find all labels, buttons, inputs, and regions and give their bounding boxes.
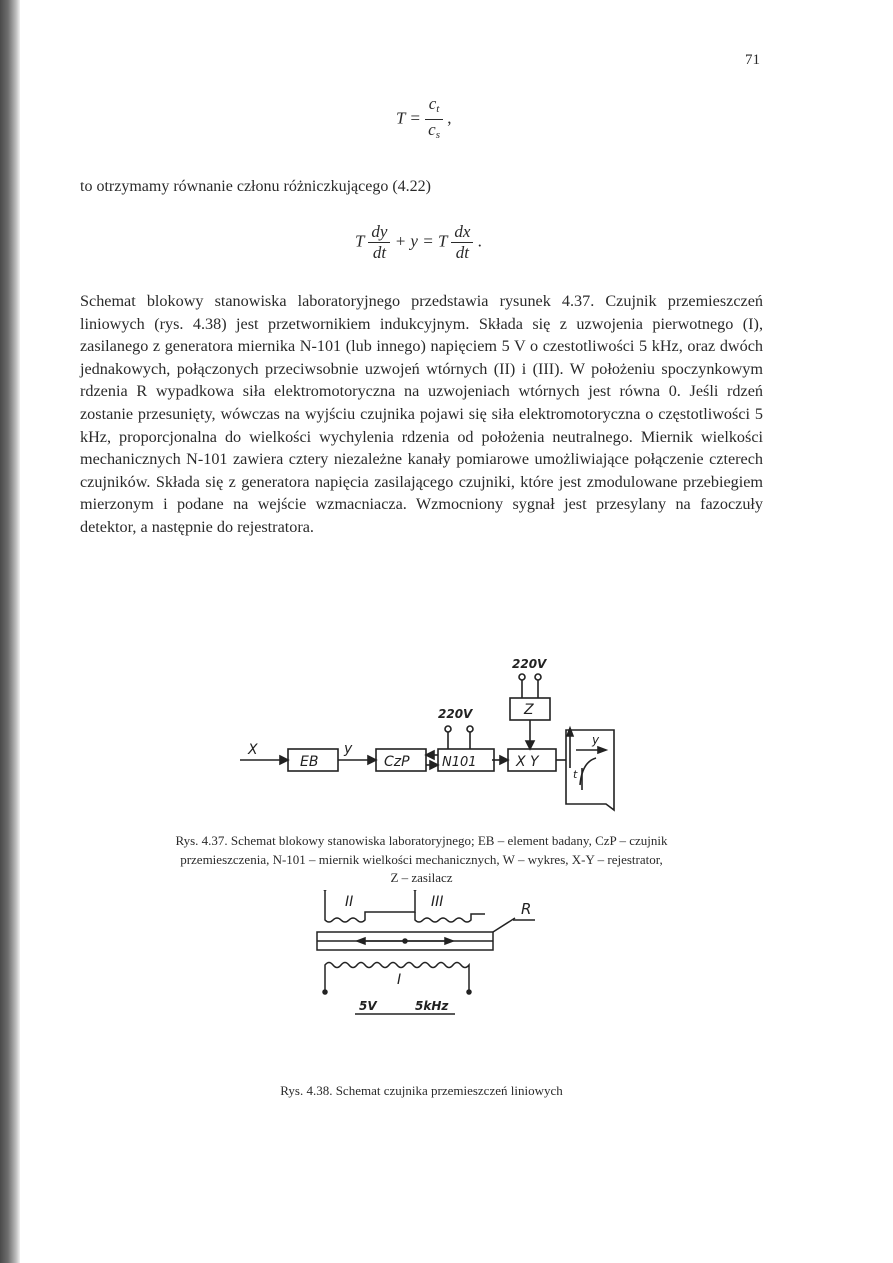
figure1-caption-line3: Z – zasilacz <box>390 870 453 885</box>
formula-differential <box>355 222 482 263</box>
z-label: Z <box>524 702 534 718</box>
recorder-y-label: y <box>592 733 600 747</box>
frequency-5kHz-label: 5kHz <box>415 999 449 1013</box>
recorder-t-label: t <box>573 768 578 781</box>
y-signal-label: y <box>344 741 353 757</box>
winding-I-label: I <box>397 972 402 988</box>
fraction-denominator: $c_s$ <box>428 120 440 141</box>
n101-voltage-label: 220V <box>438 707 473 721</box>
intro-line: to otrzymamy równanie członu różniczkującego (4.22) <box>80 178 431 195</box>
winding-II-label: II <box>345 894 354 910</box>
figure2-caption: Rys. 4.38. Schemat czujnika przemieszczeń liniowych <box>280 1083 563 1098</box>
book-binding-shadow <box>0 0 20 1263</box>
figure1-caption-line1: Rys. 4.37. Schemat blokowy stanowiska laboratoryjnego; EB – element badany, CzP – czujnik <box>175 833 668 848</box>
formula-lhs: T <box>396 108 406 128</box>
figure-block-diagram <box>230 650 630 820</box>
formula2-trail: . <box>477 231 482 251</box>
formula-trail: , <box>447 108 452 128</box>
formula-equals: = <box>409 108 421 128</box>
figure1-caption <box>80 832 763 888</box>
body-paragraph: Schemat blokowy stanowiska laboratoryjnego przedstawia rysunek 4.37. Czujnik przemieszczeń liniowych (rys. 4.38) jest przetwornikiem indukcyjnym. Składa się z uzwojenia pierwotnego (I), zasilanego z generatora miernika N-101 (lub innego) napięciem 5 V o czestotliwości 5 kHz, oraz dwóch jednakowych, połączonych przeciwsobnie uzwojeń wtórnych (II) i (III). W położeniu spoczynkowym rdzenia R wypadkowa siła elektromotoryczna na uzwojeniach wtórnych jest równa 0. Jeśli rdzeń zostanie przesunięty, wówczas na wyjściu czujnika pojawi się siła elektromotoryczna o częstotliwości 5 kHz, proporcjonalna do wielkości wychylenia rdzenia od położenia neutralnego. Miernik wielkości mechanicznych N-101 zawiera cztery niezależne kanały pomiarowe umożliwiające połączenie czterech czujników. Składa się z generatora napięcia zasilającego czujniki, które jest zmodulowane przebiegiem mierzonym i podane na wejście wzmacniacza. Wzmocniony sygnał jest przesylany na fazoczuły detektor, a następnie do rejestratora. <box>80 292 763 536</box>
formula2-t1: T <box>355 231 365 251</box>
winding-III <box>415 912 485 922</box>
voltage-5V-label: 5V <box>359 999 377 1013</box>
figure1-caption-line2: przemieszczenia, N-101 – miernik wielkości mechanicznych, W – wykres, X-Y – rejestrator, <box>180 851 663 867</box>
z-voltage-label: 220V <box>512 657 547 671</box>
fraction-numerator: $c_t$ <box>425 94 443 120</box>
czp-label: CzP <box>384 754 410 770</box>
eb-label: EB <box>300 754 319 770</box>
input-label: X <box>248 742 258 758</box>
figure-sensor-schematic <box>305 890 555 1040</box>
winding-II <box>325 890 415 922</box>
formula2-fraction-dx: $\frac{dx}{dt}$ <box>451 222 473 263</box>
formula-time-constant <box>396 94 451 145</box>
page-number: 71 <box>745 52 760 68</box>
core-R-label: R <box>521 900 532 918</box>
formula-fraction <box>425 94 443 145</box>
xy-label: X Y <box>516 754 539 770</box>
n101-label: N101 <box>442 755 477 770</box>
winding-III-label: III <box>431 894 444 910</box>
formula2-middle: + y = T <box>394 231 448 251</box>
formula2-fraction-dy: $\frac{dy}{dt}$ <box>368 222 390 263</box>
